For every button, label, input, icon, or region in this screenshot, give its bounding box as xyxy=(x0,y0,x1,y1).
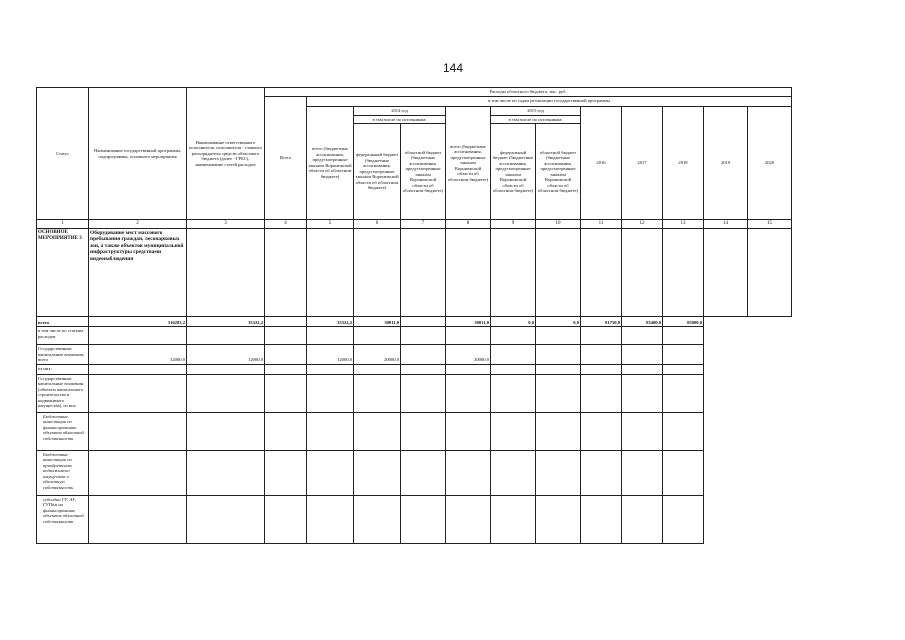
column-number: 12 xyxy=(622,220,663,229)
row-value xyxy=(401,374,446,412)
row-value xyxy=(265,412,307,450)
row-value: 32000,0 xyxy=(89,345,187,365)
row-value: 85000,0 xyxy=(663,317,704,327)
row-value xyxy=(581,450,622,495)
row-value xyxy=(307,495,354,543)
row-value xyxy=(622,364,663,374)
column-number: 2 xyxy=(89,220,187,229)
header-year-2016: 2016 xyxy=(581,106,622,220)
row-value xyxy=(89,364,187,374)
row-value xyxy=(354,364,401,374)
row-value: 0,0 xyxy=(491,317,536,327)
row-value: 20000,0 xyxy=(446,345,491,365)
column-number: 1 xyxy=(37,220,89,229)
column-number: 4 xyxy=(265,220,307,229)
row-value xyxy=(536,364,581,374)
row-value xyxy=(354,327,401,345)
row-value xyxy=(307,327,354,345)
row-value xyxy=(622,374,663,412)
row-value xyxy=(536,495,581,543)
row-value: 316283,2 xyxy=(89,317,187,327)
row-value xyxy=(663,412,704,450)
row-value xyxy=(581,495,622,543)
row-value xyxy=(446,364,491,374)
row-label: Государственные капитальные вложения, всего xyxy=(37,345,89,365)
row-value xyxy=(536,412,581,450)
row-value xyxy=(581,374,622,412)
row-value xyxy=(265,317,307,327)
header-program-name: Наименование государственной программы, подпрограммы, основного мероприятия xyxy=(89,88,187,220)
row-value xyxy=(354,495,401,543)
row-value xyxy=(265,345,307,365)
row-value xyxy=(401,345,446,365)
row-value xyxy=(307,412,354,450)
row-value xyxy=(491,450,536,495)
row-value xyxy=(663,327,704,345)
row-value xyxy=(401,364,446,374)
row-value: 81750,0 xyxy=(581,317,622,327)
row-value xyxy=(401,317,446,327)
table-row xyxy=(37,364,792,374)
header-sources-2015: в том числе по источникам: xyxy=(491,115,581,124)
row-value xyxy=(622,345,663,365)
row-value: 12000,0 xyxy=(187,345,265,365)
table-row xyxy=(37,327,792,345)
row-value xyxy=(89,450,187,495)
row-value xyxy=(581,412,622,450)
row-value xyxy=(491,345,536,365)
column-number: 6 xyxy=(354,220,401,229)
row-value xyxy=(89,327,187,345)
row-value xyxy=(491,495,536,543)
column-number: 9 xyxy=(491,220,536,229)
row-value xyxy=(622,495,663,543)
row-value xyxy=(536,374,581,412)
row-label: Государственные капитальные вложения (объекты капитального строительства и недвижимого имущества), из них xyxy=(37,374,89,412)
header-total: Всего xyxy=(265,96,307,220)
row-value xyxy=(307,364,354,374)
row-value xyxy=(265,450,307,495)
column-number: 14 xyxy=(704,220,748,229)
row-value xyxy=(536,345,581,365)
row-value xyxy=(265,374,307,412)
row-label: в том числе по статьям расходов xyxy=(37,327,89,345)
row-value xyxy=(663,345,704,365)
header-expenses: Расходы областного бюджета, тыс. руб. xyxy=(265,88,792,97)
row-value xyxy=(89,495,187,543)
header-executor: Наименование ответственного исполнителя, исполнителя - главного распорядителя средств областного бюджета (далее - ГРБС), наименование статей расходов xyxy=(187,88,265,220)
row-value xyxy=(354,450,401,495)
row-value xyxy=(581,327,622,345)
row-value: 83400,0 xyxy=(622,317,663,327)
header-year-2015: 2015 год xyxy=(491,106,581,115)
row-value xyxy=(265,364,307,374)
table-row xyxy=(37,345,792,365)
column-number: 15 xyxy=(748,220,792,229)
row-value xyxy=(187,327,265,345)
row-value xyxy=(401,450,446,495)
header-year-2020: 2020 xyxy=(748,106,792,220)
column-number: 5 xyxy=(307,220,354,229)
header-all-2015: всего (бюджетные ассигнования, предусмотренные законом Воронежской области об областном бюджете) xyxy=(446,106,491,220)
header-regional-2014: областной бюджет (бюджетные ассигнования, предусмотренные законом Воронежской области об областном бюджете) xyxy=(401,124,446,220)
row-value xyxy=(663,374,704,412)
header-sources-2014: в том числе по источникам: xyxy=(354,115,446,124)
row-value xyxy=(663,495,704,543)
header-federal-2015: федеральный бюджет (бюджетные ассигнования, предусмотренные законом Воронежской области об областном бюджете) xyxy=(491,124,536,220)
row-value xyxy=(354,412,401,450)
row-value: 0,0 xyxy=(536,317,581,327)
row-value xyxy=(307,450,354,495)
row-value xyxy=(89,374,187,412)
header-year-2017: 2017 xyxy=(622,106,663,220)
header-year-2019: 2019 xyxy=(704,106,748,220)
row-value xyxy=(663,450,704,495)
row-value xyxy=(187,450,265,495)
activity-header-row xyxy=(37,229,792,317)
status-cell: ОСНОВНОЕ МЕРОПРИЯТИЕ 3 xyxy=(37,229,89,317)
row-value xyxy=(401,327,446,345)
column-number: 11 xyxy=(581,220,622,229)
table-row xyxy=(37,317,792,327)
row-value xyxy=(446,412,491,450)
header-years: в том числе по годам реализации государственной программы xyxy=(307,96,792,106)
activity-name-cell: Оборудование мест массового пребывания граждан, лесопарковых зон, а также объектов муниципальной инфраструктуры средствами видеонаблюдения xyxy=(89,229,187,317)
row-value xyxy=(446,327,491,345)
row-value: 35322,2 xyxy=(307,317,354,327)
row-value xyxy=(187,412,265,450)
row-value xyxy=(622,450,663,495)
row-label: Бюджетные инвестиции по финансированию объектов областной собственности xyxy=(37,412,89,450)
row-value: 20000,0 xyxy=(354,345,401,365)
row-value xyxy=(581,364,622,374)
column-number: 7 xyxy=(401,220,446,229)
row-value xyxy=(265,327,307,345)
row-value xyxy=(265,495,307,543)
header-federal-2014: федеральный бюджет (бюджетные ассигнования, предусмотренные законом Воронежской области об областном бюджете) xyxy=(354,124,401,220)
table-row xyxy=(37,374,792,412)
row-value xyxy=(89,412,187,450)
row-label: из них: xyxy=(37,364,89,374)
row-value xyxy=(446,374,491,412)
row-value xyxy=(354,374,401,412)
row-value xyxy=(536,450,581,495)
row-value xyxy=(187,364,265,374)
column-number: 13 xyxy=(663,220,704,229)
table-row xyxy=(37,450,792,495)
table-row xyxy=(37,412,792,450)
row-value xyxy=(401,412,446,450)
row-value: 35322,2 xyxy=(187,317,265,327)
table-row xyxy=(37,495,792,543)
row-value xyxy=(187,374,265,412)
row-value: 30811,0 xyxy=(446,317,491,327)
row-value xyxy=(491,374,536,412)
row-value xyxy=(491,412,536,450)
header-regional-2015: областной бюджет (бюджетные ассигнования, предусмотренные законом Воронежской области об областном бюджете) xyxy=(536,124,581,220)
row-value: 30811,0 xyxy=(354,317,401,327)
column-number: 3 xyxy=(187,220,265,229)
page-number: 144 xyxy=(443,61,464,75)
column-number: 10 xyxy=(536,220,581,229)
row-label: всего xyxy=(37,317,89,327)
row-value xyxy=(446,450,491,495)
row-value xyxy=(491,327,536,345)
row-value xyxy=(536,327,581,345)
row-value xyxy=(307,374,354,412)
column-number: 8 xyxy=(446,220,491,229)
row-value xyxy=(581,345,622,365)
header-year-2014: 2014 год xyxy=(354,106,446,115)
row-label: субсидии ГУ, АУ, ГУПам на финансирование объектов областной собственности xyxy=(37,495,89,543)
header-status: Статус xyxy=(37,88,89,220)
header-all-2014: всего (бюджетные ассигнования, предусмотренные законом Воронежской области об областном бюджете) xyxy=(307,106,354,220)
row-value xyxy=(446,495,491,543)
row-value xyxy=(401,495,446,543)
row-value xyxy=(491,364,536,374)
header-year-2018: 2018 xyxy=(663,106,704,220)
row-value xyxy=(622,412,663,450)
budget-table xyxy=(36,87,792,544)
row-label: Бюджетные инвестиции по приобретению недвижимого имущества в областную собственность xyxy=(37,450,89,495)
row-value xyxy=(187,495,265,543)
row-value: 12000,0 xyxy=(307,345,354,365)
row-value xyxy=(622,327,663,345)
column-numbers-row xyxy=(37,220,792,229)
row-value xyxy=(663,364,704,374)
